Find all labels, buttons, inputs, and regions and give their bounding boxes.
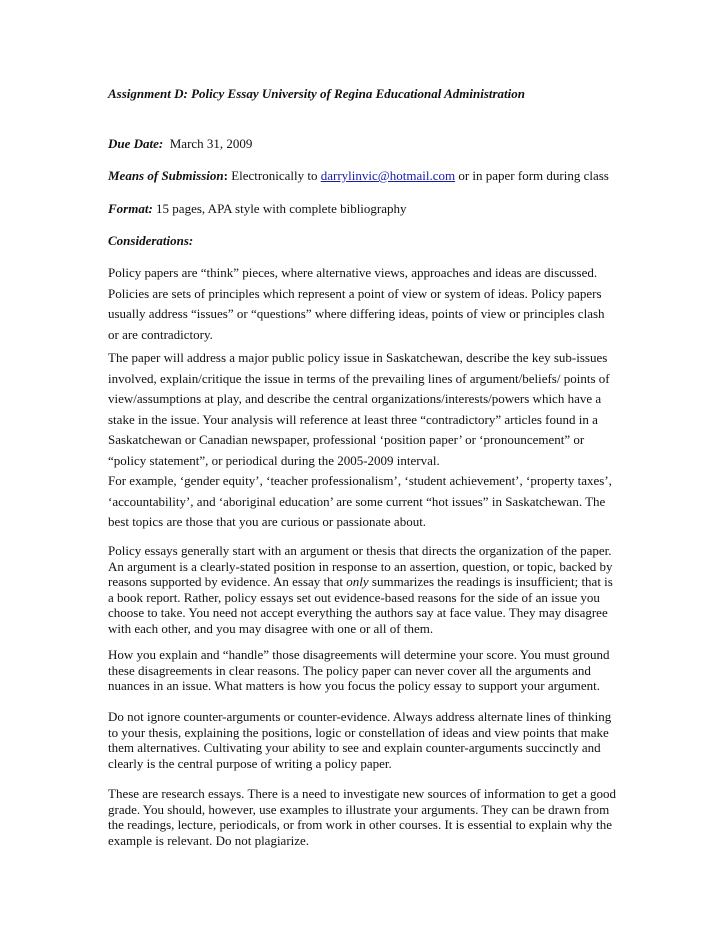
due-date-label: Due Date: bbox=[108, 136, 164, 151]
text-line: to your thesis, explaining the positions, logic or constellation of ideas and view points that make bbox=[108, 724, 609, 740]
text-line: For example, ‘gender equity’, ‘teacher professionalism’, ‘student achievement’, ‘property taxes’, bbox=[108, 473, 612, 488]
text-line: choose to take. You need not accept everything the authors say at face value. They may disagree bbox=[108, 605, 608, 621]
text-line: view/assumptions at play, and describe the central organizations/interests/powers which have a bbox=[108, 391, 602, 406]
p4-line3-before: reasons supported by evidence. An essay that bbox=[108, 574, 344, 590]
text-line: stake in the issue. Your analysis will reference at least three “contradictory” articles found in a bbox=[108, 411, 598, 427]
format-label: Format: bbox=[108, 201, 153, 216]
format-line bbox=[108, 201, 407, 217]
text-line: The paper will address a major public policy issue in Saskatchewan, describe the key sub-issues bbox=[108, 350, 608, 365]
paragraph-5 bbox=[108, 647, 628, 694]
submission-before: Electronically to bbox=[231, 168, 318, 183]
p4-line3-after: summarizes the readings is insufficient; that is bbox=[371, 574, 613, 590]
text-line: best topics are those that you are curious or passionate about. bbox=[108, 514, 427, 529]
text-line: These are research essays. There is a need to investigate new sources of information to get a good bbox=[108, 786, 617, 801]
text-line: usually address “issues” or “questions” where differing ideas, points of view or principles clash bbox=[108, 306, 605, 321]
emphasis-only: only bbox=[346, 574, 369, 590]
due-date-line bbox=[108, 136, 252, 152]
text-line: these disagreements in clear reasons. The policy paper can never cover all the arguments and bbox=[108, 662, 591, 678]
text-line: example is relevant. Do not plagiarize. bbox=[108, 832, 310, 848]
text-line: An argument is a clearly-stated position in response to an assertion, question, or topic, backed by bbox=[108, 558, 613, 574]
considerations-label: Considerations: bbox=[108, 233, 194, 248]
submission-colon: : bbox=[223, 168, 228, 183]
due-date-value: March 31, 2009 bbox=[169, 136, 253, 151]
text-line: them alternatives. Cultivating your ability to see and explain counter-arguments succinctly and bbox=[108, 740, 601, 756]
paragraph-2 bbox=[108, 348, 628, 471]
text-line: grade. You should, however, use examples to illustrate your arguments. They can be drawn from bbox=[108, 801, 610, 817]
paragraph-4 bbox=[108, 543, 628, 637]
text-line: clearly is the central purpose of writing a policy paper. bbox=[108, 755, 392, 771]
format-value: 15 pages, APA style with complete bibliography bbox=[156, 201, 407, 216]
paragraph-6 bbox=[108, 709, 628, 771]
text-line: nuances in an issue. What matters is how you focus the policy essay to support your argument. bbox=[108, 678, 600, 694]
submission-after: or in paper form during class bbox=[458, 168, 609, 183]
text-line: Do not ignore counter-arguments or counter-evidence. Always address alternate lines of thinking bbox=[108, 709, 612, 724]
text-line: ‘accountability’, and ‘aboriginal education’ are some current “hot issues” in Saskatchewan. The bbox=[108, 493, 606, 509]
considerations-heading bbox=[108, 233, 193, 249]
paragraph-7 bbox=[108, 786, 628, 848]
text-line: a book report. Rather, policy essays set out evidence-based reasons for the side of an issue you bbox=[108, 589, 600, 605]
paragraph-1 bbox=[108, 263, 628, 345]
text-line: involved, explain/critique the issue in terms of the prevailing lines of argument/beliefs/ points of bbox=[108, 370, 610, 386]
assignment-title: Assignment D: Policy Essay University of Regina Educational Administration bbox=[108, 86, 526, 101]
text-line: Policies are sets of principles which represent a point of view or system of ideas. Policy papers bbox=[108, 285, 602, 301]
text-line: or are contradictory. bbox=[108, 326, 213, 342]
text-line: Saskatchewan or Canadian newspaper, professional ‘position paper’ or ‘pronouncement” or bbox=[108, 432, 585, 447]
submission-line bbox=[108, 168, 609, 184]
text-line: “policy statement”, or periodical during the 2005-2009 interval. bbox=[108, 452, 440, 468]
paragraph-3 bbox=[108, 471, 628, 533]
text-line: Policy papers are “think” pieces, where alternative views, approaches and ideas are discussed. bbox=[108, 265, 598, 280]
text-line: How you explain and “handle” those disagreements will determine your score. You must ground bbox=[108, 647, 610, 662]
text-line: the readings, lecture, periodicals, or from work in other courses. It is essential to explain why the bbox=[108, 817, 612, 833]
email-link[interactable]: darrylinvic@hotmail.com bbox=[320, 168, 456, 183]
text-line: Policy essays generally start with an argument or thesis that directs the organization of the paper. bbox=[108, 543, 612, 558]
submission-label: Means of Submission bbox=[108, 168, 224, 183]
text-line: with each other, and you may disagree with one or all of them. bbox=[108, 620, 434, 636]
text-line bbox=[108, 574, 628, 590]
